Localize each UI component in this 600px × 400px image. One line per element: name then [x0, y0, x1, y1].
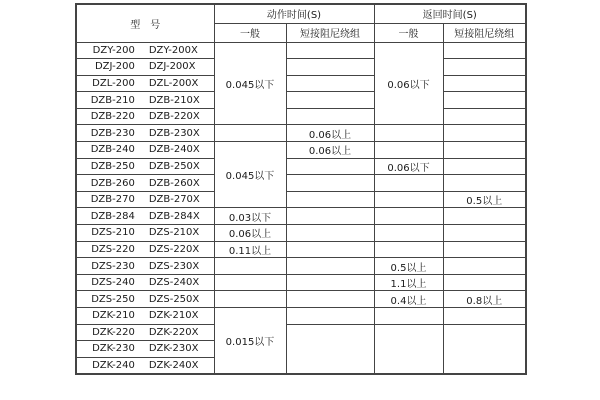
- model-name: DZJ-200: [94, 61, 135, 73]
- model-cell: [76, 291, 214, 308]
- model-name: DZK-220: [92, 326, 135, 338]
- model-name: DZS-240: [91, 277, 135, 289]
- return-damping-cell: [443, 75, 526, 92]
- model-name: DZB-270: [90, 194, 135, 206]
- action-general-cell: 0.11以上: [214, 241, 286, 258]
- return-general-cell: [374, 191, 443, 208]
- model-cell: [76, 208, 214, 225]
- model-name: DZK-230X: [148, 343, 199, 355]
- action-damping-cell: [286, 158, 374, 175]
- action-general-cell: 0.045以下: [214, 42, 286, 125]
- return-damping-cell: [443, 142, 526, 159]
- return-damping-cell: [443, 225, 526, 242]
- table-row: [76, 274, 526, 291]
- action-damping-cell: [286, 108, 374, 125]
- model-cell: [76, 308, 214, 325]
- table-header: [76, 4, 526, 42]
- header-return-time: 返回时间(S): [374, 4, 526, 23]
- model-name: DZY-200: [92, 44, 135, 56]
- model-name: DZB-210X: [148, 94, 200, 106]
- model-cell: [76, 142, 214, 159]
- return-damping-cell: 0.8以上: [443, 291, 526, 308]
- relay-timing-table: [75, 3, 527, 375]
- return-damping-cell: [443, 208, 526, 225]
- model-name: DZS-210: [91, 227, 135, 239]
- model-cell: [76, 324, 214, 341]
- action-damping-cell: [286, 208, 374, 225]
- action-damping-cell: [286, 324, 374, 374]
- action-damping-cell: [286, 92, 374, 109]
- model-name: DZS-220X: [148, 243, 200, 255]
- table-row: [76, 258, 526, 275]
- table-row: [76, 291, 526, 308]
- return-damping-cell: [443, 274, 526, 291]
- return-damping-cell: [443, 125, 526, 142]
- action-general-cell: [214, 291, 286, 308]
- return-general-cell: [374, 125, 443, 142]
- return-general-cell: [374, 208, 443, 225]
- table-row: [76, 108, 526, 125]
- model-name: DZS-250X: [148, 293, 200, 305]
- model-name: DZK-240: [92, 359, 135, 371]
- action-general-cell: [214, 258, 286, 275]
- model-name: DZL-200: [92, 77, 135, 89]
- model-name: DZS-210X: [148, 227, 200, 239]
- return-damping-cell: 0.5以上: [443, 191, 526, 208]
- table-row: [76, 241, 526, 258]
- model-name: DZK-230: [92, 343, 135, 355]
- model-cell: [76, 175, 214, 192]
- model-cell: [76, 75, 214, 92]
- model-cell: [76, 357, 214, 374]
- model-name: DZS-230X: [148, 260, 200, 272]
- model-name: DZB-284X: [148, 210, 200, 222]
- return-damping-cell: [443, 92, 526, 109]
- header-action-time: 动作时间(S): [214, 4, 374, 23]
- table-row: [76, 225, 526, 242]
- action-general-cell: [214, 274, 286, 291]
- table-row: [76, 59, 526, 76]
- model-cell: [76, 258, 214, 275]
- return-general-cell: [374, 324, 443, 374]
- action-damping-cell: [286, 274, 374, 291]
- action-general-cell: 0.015以下: [214, 308, 286, 374]
- return-damping-cell: [443, 324, 526, 374]
- model-name: DZB-250: [90, 160, 135, 172]
- action-damping-cell: [286, 258, 374, 275]
- model-name: DZS-230: [91, 260, 135, 272]
- table-body: [76, 42, 526, 374]
- model-name: DZB-220: [90, 111, 135, 123]
- model-name: DZB-240: [90, 144, 135, 156]
- return-general-cell: [374, 241, 443, 258]
- model-cell: [76, 274, 214, 291]
- action-damping-cell: [286, 59, 374, 76]
- action-general-cell: 0.03以下: [214, 208, 286, 225]
- return-general-cell: [374, 175, 443, 192]
- model-name: DZB-270X: [148, 194, 200, 206]
- model-name: DZB-220X: [148, 111, 200, 123]
- return-damping-cell: [443, 241, 526, 258]
- header-model: 型 号: [76, 4, 214, 42]
- model-name: DZB-260X: [148, 177, 200, 189]
- action-damping-cell: [286, 175, 374, 192]
- action-damping-cell: [286, 225, 374, 242]
- return-general-cell: [374, 225, 443, 242]
- model-cell: [76, 341, 214, 358]
- header-return-damping: 短接阻尼绕组: [443, 23, 526, 42]
- model-cell: [76, 92, 214, 109]
- model-name: DZJ-200X: [148, 61, 196, 73]
- model-cell: [76, 59, 214, 76]
- model-cell: [76, 42, 214, 59]
- model-name: DZK-240X: [148, 359, 199, 371]
- return-general-cell: 0.4以上: [374, 291, 443, 308]
- return-general-cell: 0.06以下: [374, 42, 443, 125]
- return-damping-cell: [443, 59, 526, 76]
- return-damping-cell: [443, 158, 526, 175]
- return-damping-cell: [443, 108, 526, 125]
- model-name: DZB-250X: [148, 160, 200, 172]
- header-return-general: 一般: [374, 23, 443, 42]
- action-damping-cell: [286, 191, 374, 208]
- action-damping-cell: [286, 308, 374, 325]
- model-name: DZB-260: [90, 177, 135, 189]
- table-row: [76, 324, 526, 341]
- model-cell: [76, 158, 214, 175]
- return-damping-cell: [443, 42, 526, 59]
- table-row: [76, 125, 526, 142]
- model-name: DZY-200X: [148, 44, 198, 56]
- model-name: DZB-210: [90, 94, 135, 106]
- model-name: DZK-210: [92, 310, 135, 322]
- action-damping-cell: [286, 42, 374, 59]
- model-name: DZS-220: [91, 243, 135, 255]
- model-cell: [76, 191, 214, 208]
- action-damping-cell: [286, 291, 374, 308]
- table-row: [76, 308, 526, 325]
- model-name: DZS-250: [91, 293, 135, 305]
- return-general-cell: 1.1以上: [374, 274, 443, 291]
- return-general-cell: 0.06以下: [374, 158, 443, 175]
- return-general-cell: [374, 142, 443, 159]
- table-row: [76, 158, 526, 175]
- table-row: [76, 191, 526, 208]
- model-cell: [76, 225, 214, 242]
- table-row: [76, 42, 526, 59]
- table-row: [76, 75, 526, 92]
- return-damping-cell: [443, 308, 526, 325]
- return-damping-cell: [443, 258, 526, 275]
- action-damping-cell: [286, 241, 374, 258]
- action-damping-cell: [286, 75, 374, 92]
- model-name: DZL-200X: [148, 77, 199, 89]
- model-name: DZK-210X: [148, 310, 199, 322]
- return-general-cell: 0.5以上: [374, 258, 443, 275]
- header-action-general: 一般: [214, 23, 286, 42]
- table-row: [76, 92, 526, 109]
- model-cell: [76, 125, 214, 142]
- table-row: [76, 208, 526, 225]
- model-name: DZB-230: [90, 127, 135, 139]
- action-general-cell: [214, 125, 286, 142]
- model-name: DZB-230X: [148, 127, 200, 139]
- model-name: DZK-220X: [148, 326, 199, 338]
- model-name: DZB-284: [90, 210, 135, 222]
- header-row-1: [76, 4, 526, 23]
- action-general-cell: 0.045以下: [214, 142, 286, 208]
- action-damping-cell: 0.06以上: [286, 142, 374, 159]
- return-general-cell: [374, 308, 443, 325]
- action-damping-cell: 0.06以上: [286, 125, 374, 142]
- header-action-damping: 短接阻尼绕组: [286, 23, 374, 42]
- table-row: [76, 175, 526, 192]
- model-cell: [76, 241, 214, 258]
- model-cell: [76, 108, 214, 125]
- table-row: [76, 142, 526, 159]
- model-name: DZB-240X: [148, 144, 200, 156]
- return-damping-cell: [443, 175, 526, 192]
- model-name: DZS-240X: [148, 277, 200, 289]
- action-general-cell: 0.06以上: [214, 225, 286, 242]
